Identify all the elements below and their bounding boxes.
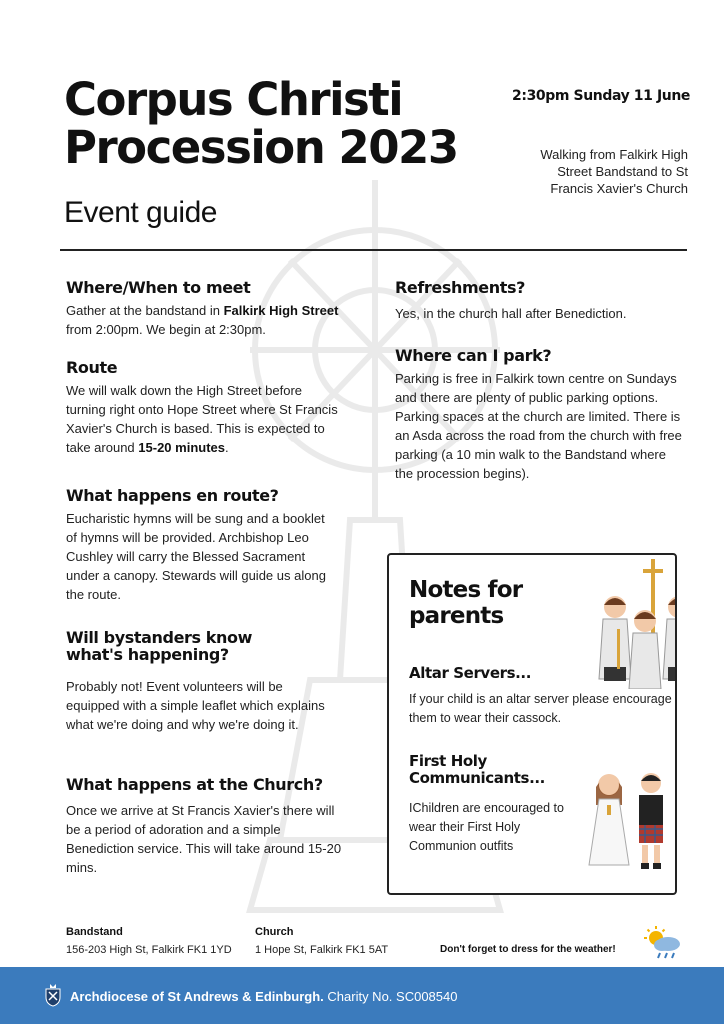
communicants-illustration — [585, 765, 675, 875]
notes-title-line: parents — [409, 603, 504, 629]
section-bystanders — [66, 629, 336, 734]
text-part: . — [224, 440, 229, 455]
footer-charity: Charity No. SC008540 — [323, 989, 458, 1004]
text-bold: 15-20 minutes — [138, 440, 225, 455]
section-heading: Where can I park? — [395, 346, 552, 365]
section-text: Eucharistic hymns will be sung and a booklet of hymns will be provided. Archbishop Leo Cushley will carry the Blessed Sacrament under a canopy. Stewards will guide us along the route. — [66, 511, 326, 602]
title-line-1: Corpus Christi — [64, 73, 403, 126]
page-title — [64, 73, 524, 174]
location-label: Church — [255, 926, 294, 938]
section-text — [66, 381, 341, 457]
heading-line: what's happening? — [66, 645, 229, 664]
location-bandstand — [66, 926, 232, 956]
notes-title-line: Notes for — [409, 577, 523, 603]
text-part: from 2:00pm. We begin at 2:30pm. — [66, 322, 266, 337]
section-heading: Where/When to meet — [66, 278, 251, 297]
communicants-heading — [409, 753, 545, 787]
section-route — [66, 359, 341, 457]
event-datetime: 2:30pm Sunday 11 June — [512, 88, 690, 104]
notes-for-parents-box — [387, 553, 677, 895]
location-church — [255, 926, 388, 956]
page-subtitle: Event guide — [64, 196, 217, 229]
section-parking — [395, 347, 685, 483]
heading-line: Will bystanders know — [66, 628, 253, 647]
section-text: Parking is free in Falkirk town centre on Sundays and there are plenty of public parking options. Parking spaces at the church are limited. There is an Asda across the road from the church with free parking (a 10 min walk to the Bandstand where the procession begins). — [395, 371, 682, 481]
location-label: Bandstand — [66, 926, 123, 938]
section-text: Once we arrive at St Francis Xavier's there will be a period of adoration and a simple Benediction service. This will take around 15-20 mins. — [66, 803, 342, 875]
section-heading — [66, 629, 336, 663]
footer-org: Archdiocese of St Andrews & Edinburgh. — [70, 989, 324, 1004]
section-enroute — [66, 487, 326, 604]
section-heading: What happens at the Church? — [66, 775, 323, 794]
weather-icon — [640, 924, 684, 960]
location-address: 156-203 High St, Falkirk FK1 1YD — [66, 944, 232, 956]
section-church — [66, 776, 351, 877]
section-heading: Route — [66, 358, 118, 377]
altar-servers-heading: Altar Servers... — [409, 664, 532, 682]
heading-line: First Holy — [409, 752, 487, 770]
text-part: We will walk down the High Street before turning right onto Hope Street where St Francis Xavier's Church is based. This is expected to take around — [66, 383, 338, 455]
section-text — [66, 301, 356, 339]
archdiocese-crest-icon — [44, 983, 62, 1007]
footer-bar — [0, 967, 724, 1024]
communicants-text: IChildren are encouraged to wear their First Holy Communion outfits — [409, 801, 564, 853]
altar-servers-text: If your child is an altar server please encourage them to wear their cassock. — [409, 692, 672, 725]
section-text: Yes, in the church hall after Benediction. — [395, 306, 627, 321]
altar-servers-illustration — [595, 559, 677, 689]
section-heading: Refreshments? — [395, 278, 525, 297]
footer-text — [70, 989, 457, 1004]
location-address: 1 Hope St, Falkirk FK1 5AT — [255, 944, 389, 956]
section-text: Probably not! Event volunteers will be equipped with a simple leaflet which explains what we're doing and why we're doing it. — [66, 679, 325, 732]
heading-line: Communicants... — [409, 769, 545, 787]
section-refreshments — [395, 279, 685, 323]
text-part: Gather at the bandstand in — [66, 303, 224, 318]
header-divider — [60, 249, 687, 251]
title-line-2: Procession 2023 — [64, 121, 458, 174]
section-heading: What happens en route? — [66, 486, 279, 505]
text-bold: Falkirk High Street — [223, 303, 339, 318]
weather-note: Don't forget to dress for the weather! — [440, 944, 616, 955]
route-note: Walking from Falkirk High Street Bandstand to St Francis Xavier's Church — [540, 147, 688, 196]
notes-title — [409, 577, 522, 629]
section-meet — [66, 279, 356, 339]
